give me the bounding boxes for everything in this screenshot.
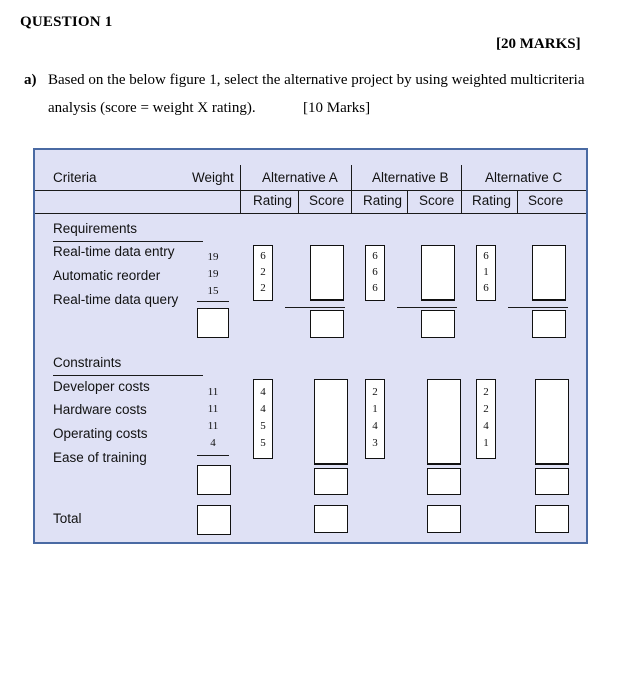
- alt-b-grand-total-box[interactable]: [427, 505, 461, 533]
- question-text-line2: analysis (score = weight X rating).: [48, 100, 256, 116]
- alt-c-req-ratings: [476, 245, 496, 301]
- total-marks: [20 MARKS]: [496, 36, 581, 52]
- weight-con-1: 11: [207, 386, 219, 398]
- weight-req-2: 19: [207, 268, 219, 280]
- alt-a-con-rating-4: 5: [260, 437, 266, 449]
- header-vline: [351, 165, 352, 213]
- question-text-line1: Based on the below figure 1, select the alternative project by using weighted multicriteria: [48, 72, 585, 88]
- alt-a-con-total-box[interactable]: [314, 468, 348, 495]
- alt-c-grand-total-box[interactable]: [535, 505, 569, 533]
- alt-b-con-rating-1: 2: [372, 386, 378, 398]
- alt-a-req-ratings: [253, 245, 273, 301]
- alt-a-req-rating-1: 6: [260, 250, 266, 262]
- alt-c-con-total-box[interactable]: [535, 468, 569, 495]
- alt-c-con-ratings: [476, 379, 496, 459]
- alt-b-con-rating-2: 1: [372, 403, 378, 415]
- alt-c-req-total-box[interactable]: [532, 310, 566, 338]
- total-label: Total: [53, 511, 82, 526]
- alt-c-con-rating-2: 2: [483, 403, 489, 415]
- alternative-b-header: Alternative B: [372, 170, 449, 185]
- criterion-ease-of-training: Ease of training: [53, 450, 147, 465]
- alt-b-req-ratings: [365, 245, 385, 301]
- weight-con-4: 4: [210, 437, 216, 449]
- alt-c-con-rating-3: 4: [483, 420, 489, 432]
- alt-b-req-score-box[interactable]: [421, 245, 455, 301]
- alt-a-con-rating-2: 4: [260, 403, 266, 415]
- alt-a-con-rating-1: 4: [260, 386, 266, 398]
- header-divider: [35, 190, 586, 191]
- alt-b-con-ratings: [365, 379, 385, 459]
- alt-c-con-score-box[interactable]: [535, 379, 569, 465]
- header-vline: [240, 165, 241, 213]
- weight-con-sum-line: [197, 455, 229, 456]
- alt-a-con-ratings: [253, 379, 273, 459]
- alt-c-req-rating-1: 6: [483, 250, 489, 262]
- score-header-b: Score: [419, 193, 455, 208]
- alt-a-req-rating-3: 2: [260, 282, 266, 294]
- constraints-heading: Constraints: [53, 355, 122, 370]
- rating-header-c: Rating: [472, 193, 512, 208]
- part-marks: [10 Marks]: [303, 100, 371, 116]
- rating-header-b: Rating: [363, 193, 403, 208]
- weight-req-3: 15: [207, 285, 219, 297]
- alternative-c-header: Alternative C: [485, 170, 563, 185]
- part-letter: a): [24, 72, 37, 88]
- alt-a-req-score-box[interactable]: [310, 245, 344, 301]
- alt-c-req-rating-3: 6: [483, 282, 489, 294]
- requirements-underline: [53, 241, 203, 242]
- alt-b-con-rating-4: 3: [372, 437, 378, 449]
- alt-c-req-rating-2: 1: [483, 266, 489, 278]
- header-vline: [461, 165, 462, 213]
- alt-b-req-sum-line: [397, 307, 457, 308]
- requirements-heading: Requirements: [53, 221, 138, 236]
- criterion-hardware-costs: Hardware costs: [53, 402, 147, 417]
- alt-a-con-score-box[interactable]: [314, 379, 348, 465]
- weight-con-total-box[interactable]: [197, 465, 231, 495]
- weight-req-sum-line: [197, 301, 229, 302]
- criteria-header: Criteria: [53, 170, 97, 185]
- alt-b-con-rating-3: 4: [372, 420, 378, 432]
- alt-b-req-rating-1: 6: [372, 250, 378, 262]
- alt-b-req-rating-2: 6: [372, 266, 378, 278]
- alt-c-con-rating-1: 2: [483, 386, 489, 398]
- score-header-a: Score: [309, 193, 345, 208]
- rating-header-a: Rating: [253, 193, 293, 208]
- header-bottom-line: [35, 213, 586, 214]
- criterion-operating-costs: Operating costs: [53, 426, 148, 441]
- weight-grand-total-box[interactable]: [197, 505, 231, 535]
- header-vline: [517, 190, 518, 213]
- alt-b-req-rating-3: 6: [372, 282, 378, 294]
- alt-c-con-rating-4: 1: [483, 437, 489, 449]
- criteria-figure: [33, 148, 588, 544]
- criterion-automatic-reorder: Automatic reorder: [53, 268, 161, 283]
- alt-b-con-total-box[interactable]: [427, 468, 461, 495]
- header-vline: [298, 190, 299, 213]
- criterion-developer-costs: Developer costs: [53, 379, 150, 394]
- criterion-realtime-entry: Real-time data entry: [53, 244, 175, 259]
- weight-con-3: 11: [207, 420, 219, 432]
- alt-a-req-total-box[interactable]: [310, 310, 344, 338]
- weight-req-total-box[interactable]: [197, 308, 229, 338]
- alt-c-req-sum-line: [508, 307, 568, 308]
- alt-a-req-rating-2: 2: [260, 266, 266, 278]
- alt-b-req-total-box[interactable]: [421, 310, 455, 338]
- question-title: QUESTION 1: [20, 14, 113, 30]
- alternative-a-header: Alternative A: [262, 170, 338, 185]
- alt-b-con-score-box[interactable]: [427, 379, 461, 465]
- criterion-realtime-query: Real-time data query: [53, 292, 179, 307]
- constraints-underline: [53, 375, 203, 376]
- weight-con-2: 11: [207, 403, 219, 415]
- alt-c-req-score-box[interactable]: [532, 245, 566, 301]
- alt-a-req-sum-line: [285, 307, 345, 308]
- alt-a-con-rating-3: 5: [260, 420, 266, 432]
- alt-a-grand-total-box[interactable]: [314, 505, 348, 533]
- weight-req-1: 19: [207, 251, 219, 263]
- weight-header: Weight: [192, 170, 234, 185]
- header-vline: [407, 190, 408, 213]
- score-header-c: Score: [528, 193, 564, 208]
